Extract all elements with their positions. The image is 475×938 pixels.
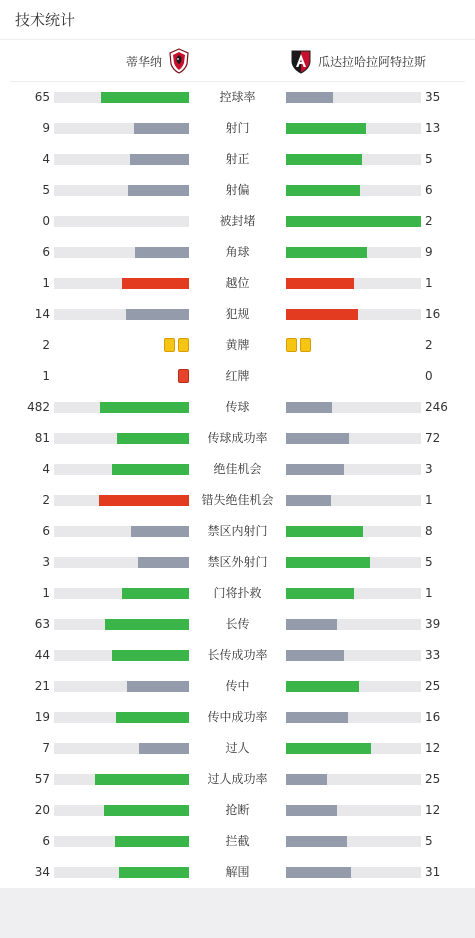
home-value: 20 xyxy=(34,803,50,817)
stat-label: 越位 xyxy=(225,276,250,290)
away-value: 1 xyxy=(425,276,433,290)
home-value: 81 xyxy=(34,431,50,445)
stat-label: 抢断 xyxy=(225,803,250,817)
away-value: 5 xyxy=(425,555,433,569)
home-bar-fill xyxy=(134,123,189,134)
away-bar-track xyxy=(286,526,421,537)
away-bar-track xyxy=(286,309,421,320)
stat-label: 过人 xyxy=(225,741,250,755)
home-bar-fill xyxy=(122,588,190,599)
home-bar-fill xyxy=(122,278,190,289)
home-bar-track xyxy=(54,433,189,444)
away-bar-track xyxy=(286,743,421,754)
home-value: 6 xyxy=(42,245,50,259)
away-bar-fill xyxy=(286,464,344,475)
home-value: 2 xyxy=(42,338,50,352)
home-value: 1 xyxy=(42,369,50,383)
stat-row xyxy=(0,268,475,299)
away-bar-track xyxy=(286,805,421,816)
home-team[interactable] xyxy=(126,40,190,82)
away-value: 2 xyxy=(425,214,433,228)
home-bar-fill xyxy=(105,619,189,630)
home-bar-track xyxy=(54,867,189,878)
away-value: 72 xyxy=(425,431,441,445)
away-bar-fill xyxy=(286,278,354,289)
stat-label: 犯规 xyxy=(225,307,250,321)
away-value: 31 xyxy=(425,865,441,879)
away-bar-fill xyxy=(286,92,333,103)
away-cards xyxy=(286,338,311,352)
away-value: 6 xyxy=(425,183,433,197)
away-bar-fill xyxy=(286,185,360,196)
stat-row xyxy=(0,299,475,330)
away-value: 9 xyxy=(425,245,433,259)
stat-label: 过人成功率 xyxy=(207,772,268,786)
away-bar-track xyxy=(286,433,421,444)
stat-row xyxy=(0,144,475,175)
home-bar-fill xyxy=(115,836,189,847)
away-value: 5 xyxy=(425,152,433,166)
away-bar-fill xyxy=(286,123,366,134)
stat-row xyxy=(0,640,475,671)
away-bar-track xyxy=(286,154,421,165)
home-bar-track xyxy=(54,495,189,506)
stat-row xyxy=(0,485,475,516)
stat-label: 长传 xyxy=(225,617,250,631)
away-value: 8 xyxy=(425,524,433,538)
away-bar-fill xyxy=(286,216,421,227)
stat-row xyxy=(0,330,475,361)
home-value: 1 xyxy=(42,276,50,290)
away-bar-track xyxy=(286,247,421,258)
stat-label: 射偏 xyxy=(225,183,250,197)
away-bar-fill xyxy=(286,836,347,847)
home-bar-track xyxy=(54,619,189,630)
away-bar-track xyxy=(286,464,421,475)
stat-row xyxy=(0,82,475,113)
home-bar-fill xyxy=(112,650,189,661)
yellow-card-icon xyxy=(300,338,311,352)
away-bar-track xyxy=(286,278,421,289)
stat-row xyxy=(0,175,475,206)
home-bar-track xyxy=(54,278,189,289)
home-value: 44 xyxy=(34,648,50,662)
stat-label: 解围 xyxy=(225,865,250,879)
home-bar-fill xyxy=(95,774,190,785)
home-value: 6 xyxy=(42,524,50,538)
away-value: 3 xyxy=(425,462,433,476)
away-bar-track xyxy=(286,495,421,506)
stat-label: 红牌 xyxy=(225,369,250,383)
home-bar-fill xyxy=(126,309,189,320)
home-value: 19 xyxy=(34,710,50,724)
away-bar-track xyxy=(286,867,421,878)
away-bar-fill xyxy=(286,588,354,599)
stat-label: 绝佳机会 xyxy=(213,462,262,476)
away-bar-fill xyxy=(286,433,349,444)
home-bar-fill xyxy=(117,433,189,444)
away-bar-track xyxy=(286,774,421,785)
stats-title: 技术统计 xyxy=(15,11,76,29)
home-bar-fill xyxy=(138,557,189,568)
home-bar-fill xyxy=(139,743,189,754)
stat-label: 拦截 xyxy=(225,834,250,848)
stat-label: 被封堵 xyxy=(219,214,256,228)
away-value: 33 xyxy=(425,648,441,662)
home-cards xyxy=(164,338,189,352)
away-value: 13 xyxy=(425,121,441,135)
away-bar-track xyxy=(286,681,421,692)
away-value: 2 xyxy=(425,338,433,352)
home-bar-track xyxy=(54,154,189,165)
away-bar-fill xyxy=(286,681,359,692)
home-bar-track xyxy=(54,588,189,599)
stat-row xyxy=(0,516,475,547)
home-bar-track xyxy=(54,681,189,692)
home-bar-track xyxy=(54,805,189,816)
stat-label: 传中 xyxy=(225,679,250,693)
stat-label: 禁区内射门 xyxy=(207,524,268,538)
away-bar-fill xyxy=(286,650,344,661)
away-value: 25 xyxy=(425,679,441,693)
stat-row xyxy=(0,733,475,764)
home-bar-track xyxy=(54,309,189,320)
away-bar-track xyxy=(286,92,421,103)
home-bar-track xyxy=(54,650,189,661)
away-value: 39 xyxy=(425,617,441,631)
home-bar-fill xyxy=(101,92,189,103)
away-bar-fill xyxy=(286,495,331,506)
home-bar-fill xyxy=(112,464,189,475)
stat-row xyxy=(0,454,475,485)
atlas-crest-icon xyxy=(290,48,312,74)
away-bar-track xyxy=(286,402,421,413)
stat-label: 传球 xyxy=(225,400,250,414)
away-value: 0 xyxy=(425,369,433,383)
home-bar-track xyxy=(54,836,189,847)
home-bar-fill xyxy=(99,495,189,506)
home-bar-track xyxy=(54,185,189,196)
home-bar-fill xyxy=(135,247,189,258)
xolos-crest-icon xyxy=(168,48,190,74)
home-bar-fill xyxy=(116,712,189,723)
home-bar-track xyxy=(54,247,189,258)
home-bar-track xyxy=(54,557,189,568)
stat-label: 禁区外射门 xyxy=(207,555,268,569)
away-bar-fill xyxy=(286,557,370,568)
away-value: 1 xyxy=(425,493,433,507)
away-value: 16 xyxy=(425,307,441,321)
away-bar-track xyxy=(286,836,421,847)
away-value: 12 xyxy=(425,803,441,817)
home-value: 4 xyxy=(42,152,50,166)
stat-label: 门将扑救 xyxy=(213,586,262,600)
away-bar-track xyxy=(286,216,421,227)
away-bar-track xyxy=(286,588,421,599)
away-bar-fill xyxy=(286,743,371,754)
away-bar-fill xyxy=(286,526,363,537)
home-bar-fill xyxy=(119,867,189,878)
away-value: 25 xyxy=(425,772,441,786)
away-bar-fill xyxy=(286,619,337,630)
stats-header xyxy=(0,0,475,40)
stat-label: 错失绝佳机会 xyxy=(201,493,274,507)
stat-row xyxy=(0,423,475,454)
home-value: 4 xyxy=(42,462,50,476)
away-value: 12 xyxy=(425,741,441,755)
home-bar-fill xyxy=(100,402,189,413)
stat-row xyxy=(0,702,475,733)
stat-label: 长传成功率 xyxy=(207,648,268,662)
home-bar-fill xyxy=(104,805,189,816)
teams-row xyxy=(10,40,465,82)
home-value: 14 xyxy=(34,307,50,321)
stat-row xyxy=(0,392,475,423)
stat-row xyxy=(0,826,475,857)
home-value: 7 xyxy=(42,741,50,755)
home-value: 9 xyxy=(42,121,50,135)
home-value: 34 xyxy=(34,865,50,879)
stat-label: 控球率 xyxy=(219,90,256,104)
home-value: 6 xyxy=(42,834,50,848)
away-value: 1 xyxy=(425,586,433,600)
home-value: 5 xyxy=(42,183,50,197)
home-value: 0 xyxy=(42,214,50,228)
stat-label: 传球成功率 xyxy=(207,431,268,445)
home-bar-track xyxy=(54,774,189,785)
home-value: 482 xyxy=(27,400,50,414)
home-team-name: 蒂华纳 xyxy=(125,54,162,69)
home-bar-fill xyxy=(127,681,189,692)
stat-row xyxy=(0,857,475,888)
stat-row xyxy=(0,237,475,268)
stat-row xyxy=(0,671,475,702)
away-bar-track xyxy=(286,185,421,196)
home-value: 1 xyxy=(42,586,50,600)
home-bar-track xyxy=(54,216,189,227)
away-bar-fill xyxy=(286,154,362,165)
home-value: 63 xyxy=(34,617,50,631)
stat-label: 角球 xyxy=(225,245,250,259)
away-bar-fill xyxy=(286,867,351,878)
home-value: 2 xyxy=(42,493,50,507)
away-bar-fill xyxy=(286,247,367,258)
away-bar-track xyxy=(286,619,421,630)
home-bar-fill xyxy=(128,185,189,196)
away-value: 16 xyxy=(425,710,441,724)
away-bar-track xyxy=(286,650,421,661)
home-bar-track xyxy=(54,743,189,754)
stat-label: 传中成功率 xyxy=(207,710,268,724)
home-bar-track xyxy=(54,402,189,413)
stat-row xyxy=(0,113,475,144)
away-bar-track xyxy=(286,557,421,568)
home-bar-track xyxy=(54,464,189,475)
yellow-card-icon xyxy=(164,338,175,352)
home-bar-track xyxy=(54,526,189,537)
stat-row xyxy=(0,361,475,392)
stat-row xyxy=(0,609,475,640)
away-value: 5 xyxy=(425,834,433,848)
home-bar-track xyxy=(54,92,189,103)
away-bar-fill xyxy=(286,402,332,413)
stat-row xyxy=(0,764,475,795)
red-card-icon xyxy=(178,369,189,383)
stat-label: 射门 xyxy=(225,121,250,135)
stat-row xyxy=(0,795,475,826)
away-value: 246 xyxy=(425,400,448,414)
away-bar-fill xyxy=(286,805,337,816)
yellow-card-icon xyxy=(286,338,297,352)
home-value: 65 xyxy=(34,90,50,104)
stat-row xyxy=(0,578,475,609)
away-team-name: 瓜达拉哈拉阿特拉斯 xyxy=(318,54,427,69)
away-bar-track xyxy=(286,712,421,723)
stat-row xyxy=(0,547,475,578)
away-value: 35 xyxy=(425,90,441,104)
home-cards xyxy=(178,369,189,383)
stat-row xyxy=(0,206,475,237)
home-bar-fill xyxy=(131,526,189,537)
away-bar-track xyxy=(286,123,421,134)
yellow-card-icon xyxy=(178,338,189,352)
home-value: 3 xyxy=(42,555,50,569)
home-value: 21 xyxy=(34,679,50,693)
home-bar-track xyxy=(54,123,189,134)
stat-label: 黄牌 xyxy=(225,338,250,352)
away-bar-fill xyxy=(286,309,358,320)
away-bar-fill xyxy=(286,712,348,723)
away-bar-fill xyxy=(286,774,327,785)
home-bar-fill xyxy=(130,154,189,165)
away-team[interactable] xyxy=(290,40,426,82)
stat-label: 射正 xyxy=(225,152,250,166)
home-bar-track xyxy=(54,712,189,723)
home-value: 57 xyxy=(34,772,50,786)
